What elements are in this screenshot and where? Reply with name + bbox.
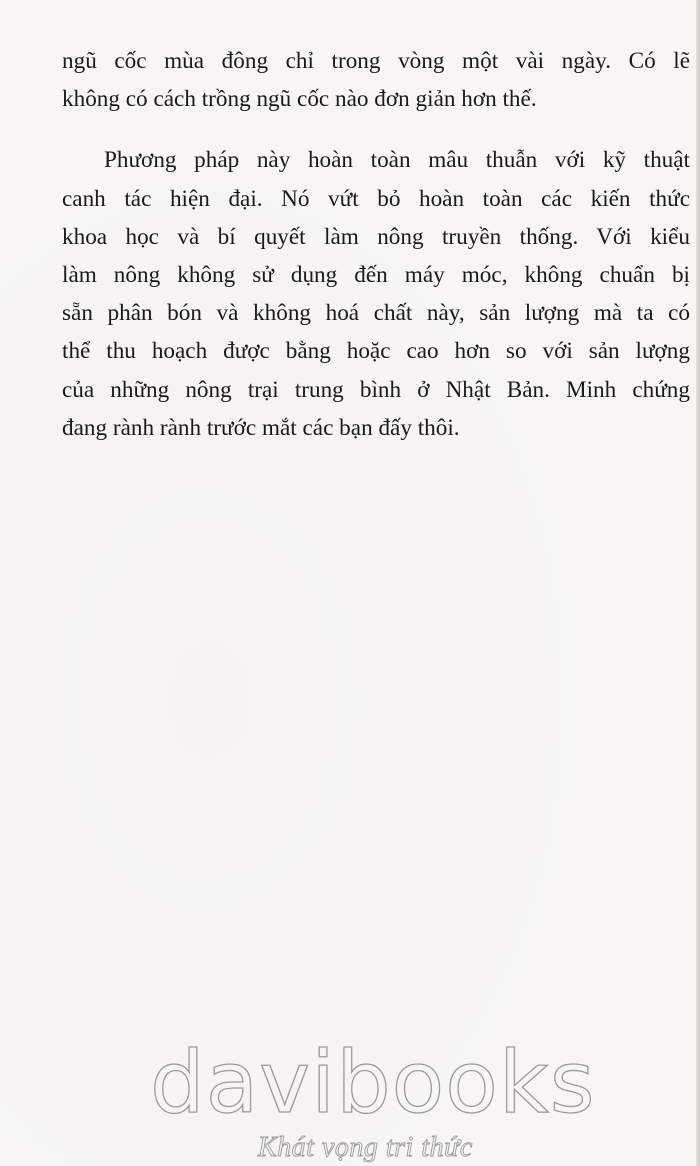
text-line: làm nông không sử dụng đến máy móc, không chuẩn bị [62, 262, 690, 289]
text-line: không có cách trồng ngũ cốc nào đơn giản hơn thế. [62, 86, 537, 113]
paragraph-2 [62, 141, 690, 447]
watermark-tagline: Khát vọng tri thức [258, 1132, 473, 1163]
text-line: ngũ cốc mùa đông chỉ trong vòng một vài ngày. Có lẽ [62, 48, 690, 74]
publisher-watermark [150, 1033, 690, 1163]
text-line: canh tác hiện đại. Nó vứt bỏ hoàn toàn các kiến thức [62, 185, 690, 212]
text-line: sẵn phân bón và không hoá chất này, sản lượng mà ta có [62, 300, 690, 327]
text-line: Phương pháp này hoàn toàn mâu thuẫn với kỹ thuật [104, 147, 690, 174]
page-edge-shadow [696, 0, 700, 1166]
paragraph-1 [62, 42, 690, 118]
watermark-logo: davibooks [150, 1033, 596, 1133]
text-line: của những nông trại trung bình ở Nhật Bản. Minh chứng [62, 376, 690, 403]
text-line: đang rành rành trước mắt các bạn đấy thôi. [62, 414, 460, 441]
text-line: khoa học và bí quyết làm nông truyền thống. Với kiểu [62, 223, 690, 250]
paragraph-gap [62, 118, 690, 141]
body-text [62, 42, 690, 447]
text-line: thể thu hoạch được bằng hoặc cao hơn so với sản lượng [62, 338, 690, 365]
